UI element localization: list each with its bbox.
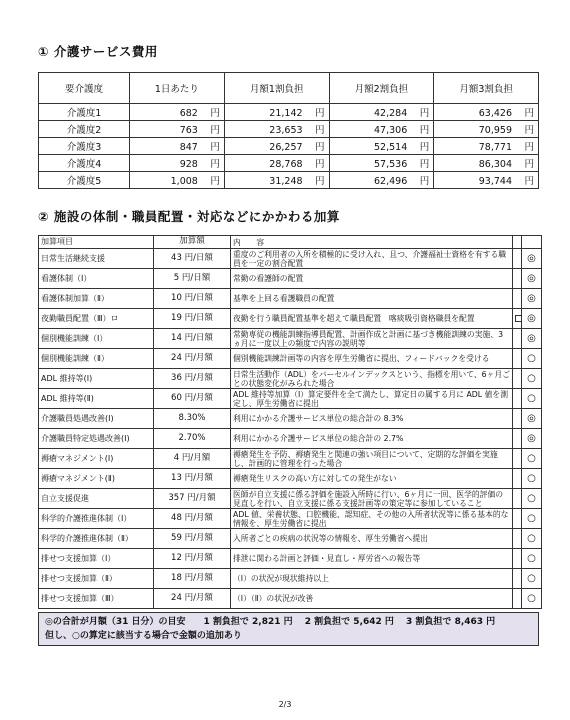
fee-item-name: 褥瘡マネジメント(Ⅱ)	[39, 469, 154, 489]
table-row	[39, 249, 542, 269]
fee-amount: 36 円/月額	[154, 369, 231, 389]
table-row	[39, 172, 539, 189]
checkbox-cell	[513, 589, 522, 609]
table-row	[39, 549, 542, 569]
amount-cell	[329, 121, 434, 138]
fee-amount: 5 円/日額	[154, 269, 231, 289]
square-box-icon	[515, 315, 522, 322]
currency-unit: 円	[210, 125, 220, 136]
fee-amount: 14 円/日額	[154, 329, 231, 349]
applicability-mark: ◎	[522, 329, 542, 349]
applicability-mark: ○	[522, 489, 542, 509]
table-row	[39, 121, 539, 138]
fee-description: 夜勤を行う職員配置基準を超えて職員配置 喀痰吸引資格職員を配置	[231, 309, 513, 329]
amount-value: 70,959	[478, 125, 512, 136]
currency-unit: 円	[210, 176, 220, 187]
amount-cell	[130, 121, 225, 138]
fee-description: ADL 維持等加算（Ⅰ）算定要件を全て満たし、算定日の属する月に ADL 値を測定し、厚生労働省に提出	[231, 389, 513, 409]
currency-unit: 円	[315, 159, 325, 170]
additional-fees-table	[38, 235, 542, 609]
fee-item-name: 介護職員処遇改善(Ⅰ)	[39, 409, 154, 429]
checkbox-cell	[513, 409, 522, 429]
header-cell: 要介護度	[39, 73, 130, 104]
currency-unit: 円	[419, 108, 430, 119]
fee-item-name: 科学的介護推進体制（Ⅱ）	[39, 529, 154, 549]
currency-unit: 円	[315, 108, 325, 119]
fee-amount: 357 円/月額	[154, 489, 231, 509]
amount-cell	[130, 138, 225, 155]
checkbox-cell	[513, 329, 522, 349]
fee-amount: 8.30%	[154, 409, 231, 429]
header-cell: 1日あたり	[130, 73, 225, 104]
fee-amount: 24 円/月額	[154, 349, 231, 369]
table-header-row	[39, 73, 539, 104]
fee-description: 褥瘡発生リスクの高い方に対しての発生がない	[231, 469, 513, 489]
fee-description: 入所者ごとの疾病の状況等の情報を、厚生労働省へ提出	[231, 529, 513, 549]
currency-unit: 円	[210, 159, 220, 170]
fee-item-name: 科学的介護推進体制（Ⅰ）	[39, 509, 154, 529]
applicability-mark: ○	[522, 569, 542, 589]
header-cell: 月額3割負担	[434, 73, 539, 104]
summary-line: ◎の合計が月額（31 日分）の目安 1 割負担で 2,821 円 2 割負担で 5,642 円 3 割負担で 8,463 円	[45, 617, 496, 627]
amount-value: 52,514	[374, 142, 408, 153]
fee-item-name: ADL 維持等(Ⅰ)	[39, 369, 154, 389]
amount-cell	[434, 104, 539, 121]
currency-unit: 円	[524, 125, 534, 136]
amount-cell	[434, 138, 539, 155]
table-header-row	[39, 236, 542, 249]
applicability-mark: ○	[522, 389, 542, 409]
currency-unit: 円	[210, 108, 220, 119]
currency-unit: 円	[524, 142, 534, 153]
amount-value: 93,744	[478, 176, 512, 187]
care-level-cell: 介護度1	[39, 104, 130, 121]
checkbox-cell	[513, 369, 522, 389]
table-row	[39, 349, 542, 369]
table-row	[39, 409, 542, 429]
table-row	[39, 389, 542, 409]
fee-item-name: 排せつ支援加算（Ⅱ）	[39, 569, 154, 589]
amount-cell	[130, 104, 225, 121]
currency-unit: 円	[419, 142, 430, 153]
fee-description: 常勤の看護師の配置	[231, 269, 513, 289]
care-level-cell: 介護度2	[39, 121, 130, 138]
currency-unit: 円	[419, 159, 430, 170]
care-level-cell: 介護度4	[39, 155, 130, 172]
amount-value: 847	[179, 142, 198, 153]
fee-description: （Ⅰ）の状況が現状維持以上	[231, 569, 513, 589]
header-cell: 加算額	[154, 236, 231, 249]
fee-amount: 19 円/日額	[154, 309, 231, 329]
fee-item-name: 個別機能訓練（Ⅱ）	[39, 349, 154, 369]
table-row	[39, 329, 542, 349]
amount-value: 42,284	[374, 108, 408, 119]
currency-unit: 円	[419, 176, 430, 187]
applicability-mark: ○	[522, 449, 542, 469]
table-row	[39, 529, 542, 549]
applicability-mark: ◎	[522, 409, 542, 429]
amount-value: 47,306	[374, 125, 408, 136]
summary-box	[38, 612, 539, 646]
applicability-mark: ◎	[522, 429, 542, 449]
fee-amount: 59 円/月額	[154, 529, 231, 549]
fee-item-name: ADL 維持等(Ⅱ)	[39, 389, 154, 409]
fee-amount: 24 円/月額	[154, 589, 231, 609]
table-row	[39, 469, 542, 489]
table-row	[39, 138, 539, 155]
service-cost-table	[38, 72, 539, 189]
fee-description: 利用にかかる介護サービス単位の総合計の 2.7%	[231, 429, 513, 449]
fee-item-name: 介護職員特定処遇改善(Ⅰ)	[39, 429, 154, 449]
fee-amount: 43 円/日額	[154, 249, 231, 269]
amount-cell	[224, 121, 329, 138]
checkbox-cell	[513, 569, 522, 589]
amount-value: 28,768	[269, 159, 303, 170]
amount-value: 1,008	[170, 176, 198, 187]
fee-item-name: 排せつ支援加算（Ⅲ）	[39, 589, 154, 609]
applicability-mark: ○	[522, 529, 542, 549]
header-cell: 月額1割負担	[224, 73, 329, 104]
amount-value: 86,304	[478, 159, 512, 170]
fee-amount: 10 円/日額	[154, 289, 231, 309]
header-cell: 加算項目	[39, 236, 154, 249]
applicability-mark: ◎	[522, 309, 542, 329]
fee-description: 褥瘡発生を予防、褥瘡発生と関連の強い項目について、定期的な評価を実施し、計画的に管理を行った場合	[231, 449, 513, 469]
currency-unit: 円	[419, 125, 430, 136]
checkbox-cell	[513, 509, 522, 529]
amount-value: 21,142	[269, 108, 303, 119]
checkbox-cell	[513, 249, 522, 269]
amount-value: 26,257	[269, 142, 303, 153]
amount-value: 682	[179, 108, 198, 119]
fee-item-name: 看護体制加算（Ⅱ）	[39, 289, 154, 309]
amount-value: 31,248	[269, 176, 303, 187]
table-row	[39, 429, 542, 449]
amount-value: 63,426	[478, 108, 512, 119]
currency-unit: 円	[524, 176, 534, 187]
table-row	[39, 509, 542, 529]
currency-unit: 円	[315, 176, 325, 187]
fee-description: ADL 値、栄養状態、口腔機能、認知症、その他の入所者状況等に係る基本的な情報を、厚生労働省に提出	[231, 509, 513, 529]
amount-cell	[224, 172, 329, 189]
checkbox-cell	[513, 549, 522, 569]
table-row	[39, 289, 542, 309]
checkbox-cell	[513, 429, 522, 449]
amount-value: 928	[179, 159, 198, 170]
applicability-mark: ○	[522, 549, 542, 569]
checkbox-cell	[513, 269, 522, 289]
amount-cell	[224, 155, 329, 172]
table-row	[39, 104, 539, 121]
checkbox-cell	[513, 469, 522, 489]
table-row	[39, 569, 542, 589]
table-row	[39, 489, 542, 509]
currency-unit: 円	[524, 108, 534, 119]
amount-cell	[329, 155, 434, 172]
amount-value: 62,496	[374, 176, 408, 187]
amount-cell	[434, 172, 539, 189]
header-cell: 内 容	[231, 236, 513, 249]
amount-cell	[224, 138, 329, 155]
amount-value: 57,536	[374, 159, 408, 170]
table-row	[39, 309, 542, 329]
fee-description: 基準を上回る看護職員の配置	[231, 289, 513, 309]
amount-cell	[329, 104, 434, 121]
fee-item-name: 自立支援促進	[39, 489, 154, 509]
header-cell	[513, 236, 522, 249]
fee-amount: 13 円/月額	[154, 469, 231, 489]
applicability-mark: ○	[522, 369, 542, 389]
amount-cell	[329, 172, 434, 189]
applicability-mark: ◎	[522, 269, 542, 289]
fee-description: 利用にかかる介護サービス単位の総合計の 8.3%	[231, 409, 513, 429]
amount-cell	[224, 104, 329, 121]
currency-unit: 円	[210, 142, 220, 153]
care-level-cell: 介護度5	[39, 172, 130, 189]
amount-cell	[130, 172, 225, 189]
table-row	[39, 589, 542, 609]
fee-amount: 18 円/月額	[154, 569, 231, 589]
header-cell: 月額2割負担	[329, 73, 434, 104]
fee-description: 個別機能訓練計画等の内容を厚生労働省に提出、フィードバックを受ける	[231, 349, 513, 369]
section2-title: ② 施設の体制・職員配置・対応などにかかわる加算	[38, 209, 340, 224]
fee-amount: 2.70%	[154, 429, 231, 449]
care-level-cell: 介護度3	[39, 138, 130, 155]
table-row	[39, 269, 542, 289]
summary-note: 但し、○の算定に該当する場合で金額の追加あり	[45, 631, 242, 641]
currency-unit: 円	[315, 125, 325, 136]
amount-cell	[434, 155, 539, 172]
checkbox-cell	[513, 389, 522, 409]
checkbox-cell	[513, 489, 522, 509]
fee-item-name: 看護体制（Ⅰ）	[39, 269, 154, 289]
page-number: 2/3	[278, 700, 292, 709]
checkbox-cell	[513, 529, 522, 549]
applicability-mark: ◎	[522, 289, 542, 309]
fee-item-name: 個別機能訓練（Ⅰ）	[39, 329, 154, 349]
table-row	[39, 449, 542, 469]
checkbox-cell	[513, 289, 522, 309]
fee-amount: 48 円/月額	[154, 509, 231, 529]
applicability-mark: ○	[522, 469, 542, 489]
fee-description: 医師が自立支援に係る評価を施設入所時に行い、6ヶ月に一回、医学的評価の見直しを行い、自立支援に係る支援計画等の策定等に参加していること	[231, 489, 513, 509]
table-row	[39, 155, 539, 172]
header-cell	[522, 236, 542, 249]
applicability-mark: ○	[522, 509, 542, 529]
currency-unit: 円	[315, 142, 325, 153]
fee-amount: 4 円/月額	[154, 449, 231, 469]
checkbox-cell	[513, 449, 522, 469]
fee-amount: 60 円/月額	[154, 389, 231, 409]
applicability-mark: ○	[522, 349, 542, 369]
fee-description: 排泄に関わる計画と評価・見直し・厚労省への報告等	[231, 549, 513, 569]
amount-value: 763	[179, 125, 198, 136]
currency-unit: 円	[524, 159, 534, 170]
fee-item-name: 排せつ支援加算（Ⅰ）	[39, 549, 154, 569]
amount-cell	[434, 121, 539, 138]
applicability-mark: ○	[522, 589, 542, 609]
checkbox-cell	[513, 349, 522, 369]
fee-description: （Ⅰ）（Ⅱ）の状況が改善	[231, 589, 513, 609]
table-row	[39, 369, 542, 389]
amount-cell	[329, 138, 434, 155]
fee-description: 日常生活動作（ADL）をバーセルインデックスという、指標を用いて、6ヶ月ごとの状態変化がみられた場合	[231, 369, 513, 389]
fee-amount: 12 円/月額	[154, 549, 231, 569]
checkbox-cell	[513, 309, 522, 329]
fee-item-name: 褥瘡マネジメント(Ⅰ)	[39, 449, 154, 469]
amount-value: 23,653	[269, 125, 303, 136]
amount-value: 78,771	[478, 142, 512, 153]
section1-title: ① 介護サービス費用	[38, 44, 158, 59]
fee-description: 重度のご利用者の入所を積極的に受け入れ、且つ、介護福祉士資格を有する職員を一定の割合配置	[231, 249, 513, 269]
amount-cell	[130, 155, 225, 172]
fee-description: 常勤専従の機能訓練指導員配置、計画作成と計画に基づき機能訓練の実施、3ヵ月に一度以上の頻度で内容の説明等	[231, 329, 513, 349]
applicability-mark: ◎	[522, 249, 542, 269]
fee-item-name: 夜勤職員配置（Ⅲ）ロ	[39, 309, 154, 329]
fee-item-name: 日常生活継続支援	[39, 249, 154, 269]
